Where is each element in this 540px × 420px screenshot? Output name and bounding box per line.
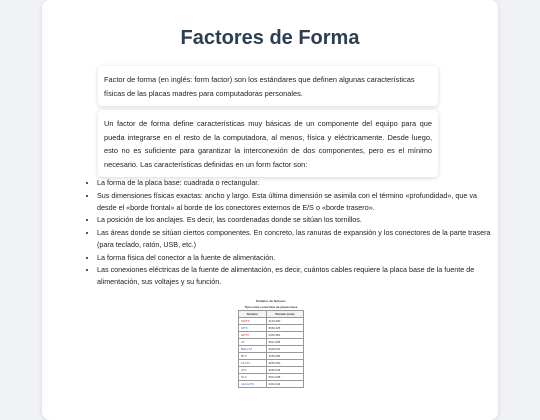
table-row — [239, 367, 304, 374]
table-row — [239, 353, 304, 360]
table-row — [239, 374, 304, 381]
list-item: • La forma de la placa base: cuadrada o rectangular. — [97, 177, 497, 189]
table-cell-size: 345×381 — [266, 332, 303, 339]
list-item: • La posición de los anclajes. Es decir, las coordenadas donde se sitúan los tornillos. — [97, 214, 497, 226]
list-item: • La forma física del conector a la fuente de alimentación. — [97, 252, 497, 264]
table-cell-size: 351×305 — [266, 339, 303, 346]
table-caption: Tamaños de factores. — [255, 299, 287, 303]
table-row — [239, 346, 304, 353]
table-row — [239, 360, 304, 367]
table-cell-size: 305×244 — [266, 367, 303, 374]
list-item: • Las áreas donde se sitúan ciertos componentes. En concreto, las ranuras de expansión y los conectores de la parte trasera (para teclado, ratón, USB, etc.) — [97, 227, 497, 251]
table-cell-name[interactable]: BTX — [239, 353, 267, 360]
table-cell-name[interactable]: AT — [239, 339, 267, 346]
list-item: • Las conexiones eléctricas de la fuente de alimentación, es decir, cuántos cables requiere la placa base de la fuente de alimentación, sus voltajes y su función. — [97, 264, 497, 288]
table-cell-name[interactable]: Baby AT — [239, 346, 267, 353]
table-cell-size: 254×228 — [266, 374, 303, 381]
content-card — [42, 0, 498, 420]
table-row — [239, 318, 304, 325]
features-list — [89, 177, 497, 289]
table-cell-size: 305×330 — [266, 360, 303, 367]
table-cell-name[interactable]: FLATX — [239, 360, 267, 367]
table-cell-name[interactable]: ATX — [239, 367, 267, 374]
table-row — [239, 381, 304, 388]
table-cell-size: 325×266 — [266, 353, 303, 360]
table-cell-size: 419×330 — [266, 318, 303, 325]
table-cell-size: 330×216 — [266, 346, 303, 353]
intro-box — [98, 66, 438, 106]
table-cell-name[interactable]: SWTX — [239, 318, 267, 325]
page-title: Factores de Forma — [180, 27, 360, 49]
form-factor-table — [238, 310, 304, 388]
table-cell-name[interactable]: HPTX — [239, 332, 267, 339]
description-box — [98, 110, 438, 177]
table-cell-name[interactable]: WTX — [239, 325, 267, 332]
form-factor-table-container — [238, 297, 304, 388]
table-subcaption: Tipos más conocidos de placas base — [244, 305, 298, 309]
intro-paragraph: Factor de forma (en inglés: form factor) son los estándares que definen algunas características físicas de las placas madres para computadoras personales. — [104, 75, 415, 98]
table-cell-name[interactable]: microATX — [239, 381, 267, 388]
table-header-name: Nombre — [239, 311, 267, 318]
table-row — [239, 325, 304, 332]
description-paragraph: Un factor de forma define características muy básicas de un componente del equipo para que pueda integrarse en el resto de la computadora, al menos, física y eléctricamente. Desde luego, esto no es suficiente para garantizar la interconexión de dos componentes, pero es el mínimo necesario. Las características definidas en un form factor son: — [104, 119, 432, 169]
table-header-row — [239, 311, 304, 318]
table-cell-size: 356×425 — [266, 325, 303, 332]
list-item: • Sus dimensiones físicas exactas: ancho y largo. Esta última dimensión se asimila con el término «profundidad», que va desde el «borde frontal» al borde de los conectores externos de E/S o «borde trasero». — [97, 190, 497, 214]
table-row — [239, 332, 304, 339]
table-cell-size: 244×244 — [266, 381, 303, 388]
table-cell-name[interactable]: NLX — [239, 374, 267, 381]
table-header-size: Tamaño (mm) — [266, 311, 303, 318]
table-row — [239, 339, 304, 346]
